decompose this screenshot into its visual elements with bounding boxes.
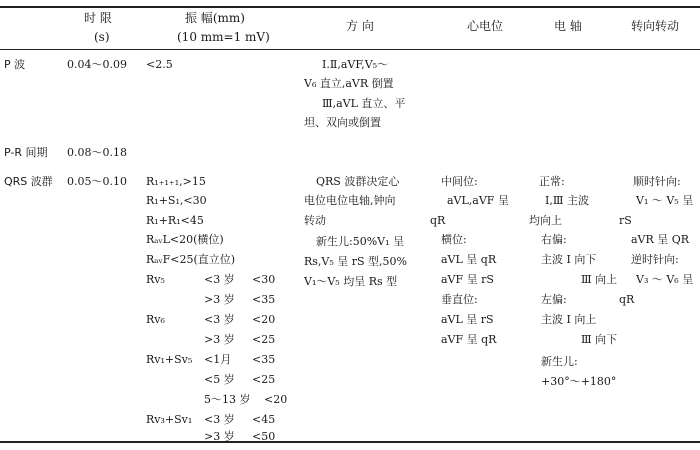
- qrs-axis-line: 主波 Ⅰ 向下: [541, 253, 597, 266]
- qrs-amplitude-line: R₁+R₁<45: [146, 214, 204, 227]
- qrs-rotation-line: 逆时针向:: [631, 253, 679, 266]
- header-ecg-position: 心电位: [467, 19, 504, 33]
- qrs-rotation-line: rS: [619, 214, 632, 227]
- qrs-amplitude-lead: Rv₁+Sv₅: [146, 353, 193, 366]
- header-time-label: 时 限: [84, 11, 112, 25]
- qrs-amplitude-age: >3 岁: [204, 333, 235, 346]
- row-p-amplitude: <2.5: [146, 58, 173, 71]
- qrs-amplitude-line: R₁₊₁₊₁,>15: [146, 175, 206, 188]
- qrs-amplitude-age: >3 岁: [204, 430, 235, 443]
- qrs-direction-line: 电位电位电轴,钟向: [304, 194, 396, 207]
- row-pr-time: 0.08～0.18: [67, 146, 127, 159]
- row-p-time: 0.04～0.09: [67, 58, 127, 71]
- qrs-amplitude-age: <5 岁: [204, 373, 235, 386]
- qrs-axis-line: Ⅰ,Ⅲ 主波: [545, 194, 589, 207]
- qrs-rotation-line: qR: [619, 293, 635, 306]
- qrs-amplitude-value: <35: [252, 353, 276, 366]
- qrs-amplitude-lead: Rv₅: [146, 273, 165, 286]
- row-p-direction-line: Ⅰ.Ⅱ,aVF,V₅～: [322, 58, 389, 71]
- qrs-ecg-position-line: aVL 呈 rS: [441, 313, 494, 326]
- row-p-name: P 波: [4, 58, 26, 71]
- qrs-rotation-line: V₃ ～ V₆ 呈: [636, 273, 694, 286]
- header-amplitude-unit: (10 mm=1 mV): [177, 30, 270, 44]
- qrs-amplitude-age: 5～13 岁: [204, 393, 251, 406]
- qrs-rotation-line: 顺时针向:: [633, 175, 681, 188]
- qrs-axis-line: Ⅲ 向上: [581, 273, 618, 286]
- row-pr-name: P-R 间期: [4, 146, 48, 159]
- top-rule: [0, 6, 700, 8]
- row-p-direction-line: Ⅲ,aVL 直立、平: [322, 97, 406, 110]
- qrs-ecg-position-line: qR: [430, 214, 446, 227]
- qrs-axis-line: +30°～+180°: [541, 375, 617, 388]
- row-qrs-name: QRS 波群: [4, 175, 53, 188]
- qrs-ecg-position-line: aVF 呈 rS: [441, 273, 494, 286]
- qrs-amplitude-value: <20: [252, 313, 276, 326]
- header-rotation: 转向转动: [631, 19, 680, 33]
- qrs-ecg-position-line: 中间位:: [441, 175, 478, 188]
- qrs-rotation-line: V₁ ～ V₅ 呈: [636, 194, 694, 207]
- qrs-amplitude-age: <3 岁: [204, 413, 235, 426]
- qrs-amplitude-value: <35: [252, 293, 276, 306]
- qrs-direction-line: 新生儿:50%V₁ 呈: [316, 235, 405, 248]
- qrs-amplitude-value: <25: [252, 373, 276, 386]
- qrs-amplitude-age: <3 岁: [204, 273, 235, 286]
- header-direction: 方 向: [346, 19, 374, 33]
- qrs-direction-line: Rs,V₅ 呈 rS 型,50%: [304, 255, 408, 268]
- qrs-amplitude-age: >3 岁: [204, 293, 235, 306]
- qrs-amplitude-lead: Rv₆: [146, 313, 165, 326]
- qrs-amplitude-value: <45: [252, 413, 276, 426]
- qrs-amplitude-age: <3 岁: [204, 313, 235, 326]
- qrs-axis-line: 均向上: [529, 214, 562, 227]
- row-qrs-time: 0.05～0.10: [67, 175, 127, 188]
- qrs-amplitude-value: <20: [264, 393, 288, 406]
- qrs-ecg-position-line: aVL,aVF 呈: [447, 194, 509, 207]
- qrs-amplitude-lead: Rv₃+Sv₁: [146, 413, 193, 426]
- header-axis: 电 轴: [554, 19, 582, 33]
- header-rule: [0, 49, 700, 50]
- qrs-amplitude-line: RₐᵥL<20(横位): [146, 233, 224, 246]
- qrs-direction-line: 转动: [304, 214, 326, 227]
- qrs-ecg-position-line: aVF 呈 qR: [441, 333, 497, 346]
- qrs-axis-line: Ⅲ 向下: [581, 333, 618, 346]
- qrs-amplitude-line: R₁+S₁,<30: [146, 194, 207, 207]
- qrs-direction-line: V₁～V₅ 均呈 Rs 型: [304, 275, 398, 288]
- qrs-ecg-position-line: 横位:: [441, 233, 467, 246]
- header-amplitude-label: 振 幅(mm): [185, 11, 245, 25]
- qrs-amplitude-age: <1月: [204, 353, 232, 366]
- qrs-direction-line: QRS 波群决定心: [316, 175, 400, 188]
- qrs-amplitude-value: <25: [252, 333, 276, 346]
- qrs-amplitude-value: <50: [252, 430, 276, 443]
- qrs-axis-line: 正常:: [539, 175, 565, 188]
- qrs-rotation-line: aVR 呈 QR: [631, 233, 690, 246]
- qrs-ecg-position-line: aVL 呈 qR: [441, 253, 497, 266]
- qrs-amplitude-value: <30: [252, 273, 276, 286]
- row-p-direction-line: 坦、双向或倒置: [304, 116, 381, 129]
- qrs-axis-line: 主波 Ⅰ 向上: [541, 313, 597, 326]
- header-time-unit: (s): [94, 30, 110, 44]
- qrs-axis-line: 新生儿:: [541, 355, 578, 368]
- qrs-axis-line: 左偏:: [541, 293, 567, 306]
- qrs-amplitude-line: RₐᵥF<25(直立位): [146, 253, 236, 266]
- qrs-axis-line: 右偏:: [541, 233, 567, 246]
- qrs-ecg-position-line: 垂直位:: [441, 293, 478, 306]
- bottom-rule: [0, 441, 700, 443]
- row-p-direction-line: V₆ 直立,aVR 倒置: [304, 77, 394, 90]
